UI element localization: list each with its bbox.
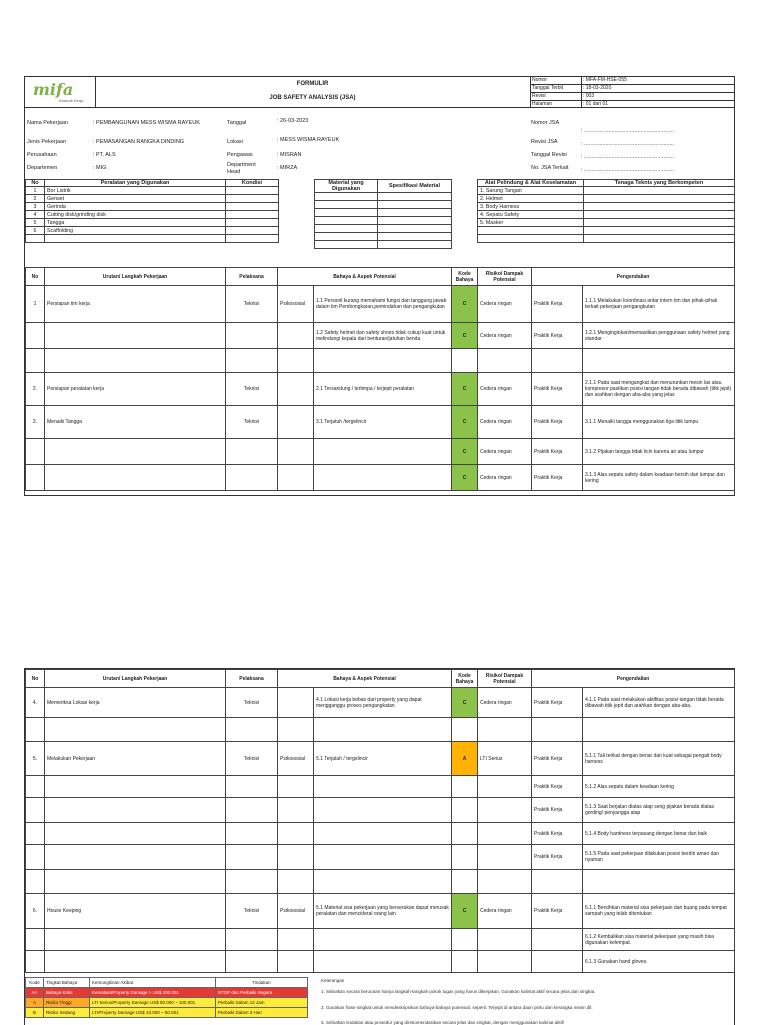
- control-type: Praktik Kerja: [532, 465, 583, 491]
- hazard-code: [452, 718, 478, 742]
- step-name: House Keeping: [45, 894, 226, 929]
- control-type: Praktik Kerja: [532, 742, 583, 776]
- equipment-row: 6 Scaffolding: [26, 227, 279, 235]
- hazard: [314, 798, 452, 823]
- steps-table-page-2: No Urutan/ Langkah Pekerjaan Pelaksana Bahaya & Aspek Potensial Kode Bahaya Risiko/ Dampak Potensial Pengendalian 4. Memeriksa Lokasi kerja Teknisi 4.1 Lokasi kerja bebas dari property yang dapat mengganggu proses pengangkatan C Cedera ringan Praktik Kerja 4.1.1 Pada saat melakukan aktifitas posisi tangan tidak berada dibawah titik jepit dan arahkan dengan aba-aba. 5. Melakukan Pekerjaan Teknisi Psikososial 5.1 Terjatuh / tergelincir A LTI Serius Praktik Kerja 5.1.1 Tali terikat dengan benar dan kuat sebagai pengait body harness Praktik Kerja 5.1.2 Alas sepatu dalam keadaan kering Praktik Kerja 5.1.3 Saat berjalan diatas atap seng pijakan berada diatas gording/ penyangga atap Praktik Kerja 5.1.4 Body hardness terpasang dengan benar dan baik Praktik Kerja 5.1.5 Pada saat pekerjaan dilakukan posisi berdiri aman dan nyaman 6. House Keeping Teknisi Psikososial 5.1 Material sisa pekerjaan yang berserakan dapat merusak peralatan dan mencideral orang lain C Cedera ringan Praktik Kerja 6.1.1 Bersihkan material sisa pekerjaan dan buang pada tempat sampah yang telah ditentukan 6.1.2 Kembalikan sisa material pekerjaan yang masih bisa digunakan kelempat. 6.1.3 Gunakan hand gloves.: [25, 669, 735, 973]
- legend-note-2: 2. Gunakan frase singkat untuk mendeskripsikan bahaya-bahaya potensial, seperti: Terjepit di antara daun pintu dan kerangka mesin dll.: [321, 1005, 593, 1010]
- aspect: [278, 349, 314, 373]
- step-name: [45, 776, 226, 798]
- hazard-code: C: [452, 323, 478, 349]
- steps-table-page-1: No Urutan/ Langkah Pekerjaan Pelaksana Bahaya & Aspek Potensial Kode Bahaya Risiko/ Dampak Potensial Pengendalian 1 Persiapan tim kerja Teknisi Psikososial 1.1 Personil kurang memahami fungsi dan tanggung jawab dalam tim Pembongkaran,pemindahan dan pengangkutan C Cedera ringan Praktik Kerja 1.1.1 Melakukan koordinasi antar intern tim dan pihak-pihak terkait pekerjaan pengangkutan 1.2 Safety helmet dan safety shoes tidak cukup kuat untuk melindungi kepala dari benturan/jatuhan benda C Cedera ringan Praktik Kerja 1.2.1 Menginginkan/memastikan penggunaan safety helmet yang standar 2. Persiapan peralatan kerja Teknisi 2.1 Tersandung / tertimpa / terjepit peralatan C Cedera ringan Praktik Kerja 2.1.1 Pada saat mengangkat dan menurunkan mesin las atau kompresor pastikan posisi tangan tidak berada dibawah (titik jepit) dan arahkan dengan aba-aba yang jelas 3. Menaiki Tangga Teknisi 3.1 Terjatuh /tergelincir C Cedera ringan Praktik Kerja 3.1.1 Menaiki tangga menggunakan tiga titik tumpu C Cedera ringan Praktik Kerja 3.1.2 Pijakan tangga tidak licin karena air atau lumpur C Cedera ringan Praktik Kerja 3.1.3 Alas sepatu safety dalam keadaan bersih dari lumpur dan kering: [25, 267, 735, 491]
- hazard: [314, 845, 452, 870]
- control: 5.1.4 Body hardness terpasang dengan benar dan baik: [583, 823, 735, 845]
- step-number: [26, 776, 45, 798]
- hazard: [314, 951, 452, 973]
- executor: [226, 845, 278, 870]
- aspect: Psikososial: [278, 894, 314, 929]
- hazard: [314, 718, 452, 742]
- step-name: [45, 465, 226, 491]
- hazard-code: C: [452, 373, 478, 406]
- hazard: [314, 823, 452, 845]
- hazard-code-legend: Kode Tingkat Bahaya Kemungkinan Akibat Tindakan AA Bahaya Kritis Kematian/Property Damage > US$ 100.001 STOP dan Perbaiki Segera A Risiko Tinggi LTI Serius/Property Damage US$ 50.000 ~ 100.001 Perbaiki Dalam 12 Jam B Risiko Sedang LTI/Property Damage US$ 10.000 ~ 50.001 Perbaiki Dalam 3 Hari: [25, 977, 308, 1018]
- step-number: [26, 349, 45, 373]
- executor: [226, 465, 278, 491]
- aspect: [278, 823, 314, 845]
- executor: Teknisi: [226, 406, 278, 439]
- material-table: Material yang Digunakan Spesifikasi Material: [314, 179, 452, 249]
- executor: Teknisi: [226, 894, 278, 929]
- control: 2.1.1 Pada saat mengangkat dan menurunkan mesin las atau kompresor pastikan posisi tangan tidak berada dibawah (titik jepit) dan arahkan dengan aba-aba yang jelas: [583, 373, 735, 406]
- step-row: [26, 870, 735, 894]
- step-row: [26, 894, 735, 929]
- step-number: [26, 929, 45, 951]
- form-header: [25, 77, 734, 108]
- control-type: Praktik Kerja: [532, 845, 583, 870]
- control: 6.1.2 Kembalikan sisa material pekerjaan yang masih bisa digunakan kelempat.: [583, 929, 735, 951]
- executor: Teknisi: [226, 742, 278, 776]
- aspect: [278, 776, 314, 798]
- legend-row-aa: AA Bahaya Kritis Kematian/Property Damage > US$ 100.001 STOP dan Perbaiki Segera: [26, 988, 308, 998]
- risk: [478, 798, 532, 823]
- control-type: Praktik Kerja: [532, 688, 583, 718]
- material-row: [315, 241, 452, 249]
- step-name: Memeriksa Lokasi kerja: [45, 688, 226, 718]
- hazard: [314, 465, 452, 491]
- doc-meta: Nomor : MFA-FM-HSE-055 Tanggal Terbit : 18-03-2020 Revisi : 003 Halaman : 01 dari 01: [530, 77, 734, 108]
- aspect: [278, 951, 314, 973]
- aspect: [278, 929, 314, 951]
- risk: Cedera ringan: [478, 439, 532, 465]
- control-type: Praktik Kerja: [532, 823, 583, 845]
- hazard: 3.1 Terjatuh /tergelincir: [314, 406, 452, 439]
- executor: [226, 870, 278, 894]
- step-number: [26, 870, 45, 894]
- step-number: [26, 323, 45, 349]
- step-name: [45, 929, 226, 951]
- aspect: [278, 870, 314, 894]
- step-row: [26, 439, 735, 465]
- risk: [478, 951, 532, 973]
- risk: [478, 349, 532, 373]
- step-row: [26, 951, 735, 973]
- executor: [226, 323, 278, 349]
- step-number: [26, 951, 45, 973]
- step-number: 3.: [26, 406, 45, 439]
- hazard-code: C: [452, 688, 478, 718]
- executor: Teknisi: [226, 286, 278, 323]
- legend-row-a: A Risiko Tinggi LTI Serius/Property Damage US$ 50.000 ~ 100.001 Perbaiki Dalam 12 Jam: [26, 998, 308, 1008]
- control-type: [532, 929, 583, 951]
- aspect: [278, 323, 314, 349]
- risk: Cedera ringan: [478, 406, 532, 439]
- control: 3.1.2 Pijakan tangga tidak licin karena air atau lumpur: [583, 439, 735, 465]
- executor: [226, 951, 278, 973]
- step-name: Persiapan tim kerja: [45, 286, 226, 323]
- equipment-row: 2 Genset: [26, 195, 279, 203]
- ppe-row: 3. Body Harness: [478, 203, 735, 211]
- control: 5.1.3 Saat berjalan diatas atap seng pijakan berada diatas gording/ penyangga atap: [583, 798, 735, 823]
- step-name: [45, 845, 226, 870]
- hazard-code: [452, 798, 478, 823]
- step-row: [26, 776, 735, 798]
- control: 6.1.1 Bersihkan material sisa pekerjaan dan buang pada tempat sampah yang telah ditentukan: [583, 894, 735, 929]
- jsa-page-1: mifa Kemudi Kerja FORMULIR JOB SAFETY ANALYSIS (JSA) Nomor : MFA-FM-HSE-055 Tanggal Terbit : 18-03-2020 Revisi : 003 Halaman : 01 dari 01 Nama Pekerjaan : PEMBANGUNAN MESS WISMA RAYEUK Jenis Pekerjaan : PEMASANGAN RANGKA DINDING Perusahaan : PT. ALS Departemen : MIG Tanggal : 26-03-2023 Lokasi : MESS WISMA RAYEUK Pengawas : MISRAN Department Head : MIRZA Nomor JSA : ........................................................... Revisi JSA : ........................................................... Tanggal Revisi : ........................................................... No. JSA Terkait : ........................................................... No Peralatan yang Digunakan Kondisi 1 Bor Listrik 2 Genset 3 Gerinda 4 Cutting disk/grinding disk 5 Tangga 6 Scaffolding Material yang Digunakan Spesifikasi Material Alat Pelindung & Alat Keselamatan Tenaga Teknis yang Berkompeten 1. Sarung Tangan 2. Helmet 3. Body Harness 4. Sepatu Safety 5. Masker No Urutan/ Langkah Pekerjaan Pelaksana Bahaya & Aspek Potensial Kode Bahaya Risiko/ Dampak Potensial Pengendalian 1 Persiapan tim kerja Teknisi Psikososial 1.1 Personil kurang memahami fungsi dan tanggung jawab dalam tim Pembongkaran,pemindahan dan pengangkutan C Cedera ringan Praktik Kerja 1.1.1 Melakukan koordinasi antar intern tim dan pihak-pihak terkait pekerjaan pengangkutan 1.2 Safety helmet dan safety shoes tidak cukup kuat untuk melindungi kepala dari benturan/jatuhan benda C Cedera ringan Praktik Kerja 1.2.1 Menginginkan/memastikan penggunaan safety helmet yang standar 2. Persiapan peralatan kerja Teknisi 2.1 Tersandung / tertimpa / terjepit peralatan C Cedera ringan Praktik Kerja 2.1.1 Pada saat mengangkat dan menurunkan mesin las atau kompresor pastikan posisi tangan tidak berada dibawah (titik jepit) dan arahkan dengan aba-aba yang jelas 3. Menaiki Tangga Teknisi 3.1 Terjatuh /tergelincir C Cedera ringan Praktik Kerja 3.1.1 Menaiki tangga menggunakan tiga titik tumpu C Cedera ringan Praktik Kerja 3.1.2 Pijakan tangga tidak licin karena air atau lumpur C Cedera ringan Praktik Kerja 3.1.3 Alas sepatu safety dalam keadaan bersih dari lumpur dan kering: [24, 76, 735, 496]
- step-name: [45, 718, 226, 742]
- step-row: [26, 323, 735, 349]
- control-type: [532, 951, 583, 973]
- aspect: [278, 373, 314, 406]
- control-type: Praktik Kerja: [532, 894, 583, 929]
- aspect: Psikososial: [278, 742, 314, 776]
- hazard-code: [452, 870, 478, 894]
- step-name: [45, 323, 226, 349]
- control: 4.1.1 Pada saat melakukan aktifitas posisi tangan tidak berada dibawah titik jepit dan arahkan dengan aba-aba.: [583, 688, 735, 718]
- aspect: [278, 439, 314, 465]
- hazard: [314, 349, 452, 373]
- hazard-code: C: [452, 286, 478, 323]
- step-name: [45, 870, 226, 894]
- control-type: Praktik Kerja: [532, 286, 583, 323]
- control-type: Praktik Kerja: [532, 373, 583, 406]
- ppe-row: 4. Sepatu Safety: [478, 211, 735, 219]
- aspect: [278, 798, 314, 823]
- material-row: [315, 209, 452, 217]
- risk: [478, 870, 532, 894]
- executor: Teknisi: [226, 373, 278, 406]
- executor: Teknisi: [226, 688, 278, 718]
- hazard: [314, 439, 452, 465]
- risk: [478, 718, 532, 742]
- hazard-code: [452, 929, 478, 951]
- aspect: Psikososial: [278, 286, 314, 323]
- hazard: [314, 929, 452, 951]
- hazard: [314, 776, 452, 798]
- risk: [478, 776, 532, 798]
- step-name: Persiapan peralatan kerja: [45, 373, 226, 406]
- material-row: [315, 233, 452, 241]
- control-type: Praktik Kerja: [532, 798, 583, 823]
- form-title: FORMULIR: [296, 81, 329, 87]
- control: 3.1.3 Alas sepatu safety dalam keadaan bersih dari lumpur dan kering: [583, 465, 735, 491]
- hazard: 4.1 Lokasi kerja bebas dari property yang dapat mengganggu proses pengangkatan: [314, 688, 452, 718]
- step-row: [26, 718, 735, 742]
- hazard: 1.1 Personil kurang memahami fungsi dan tanggung jawab dalam tim Pembongkaran,pemindahan dan pengangkutan: [314, 286, 452, 323]
- aspect: [278, 718, 314, 742]
- ppe-row: 2. Helmet: [478, 195, 735, 203]
- executor: [226, 823, 278, 845]
- risk: Cedera ringan: [478, 286, 532, 323]
- control: 5.1.1 Tali terikat dengan benar dan kuat sebagai pengait body harness: [583, 742, 735, 776]
- hazard: 5.1 Terjatuh / tergelincir: [314, 742, 452, 776]
- executor: [226, 718, 278, 742]
- form-subtitle: JOB SAFETY ANALYSIS (JSA): [269, 95, 356, 101]
- executor: [226, 776, 278, 798]
- risk: [478, 845, 532, 870]
- material-row: [315, 225, 452, 233]
- hazard-code: [452, 951, 478, 973]
- ppe-row: [478, 227, 735, 235]
- step-number: 6.: [26, 894, 45, 929]
- hazard: 2.1 Tersandung / tertimpa / terjepit peralatan: [314, 373, 452, 406]
- control: 5.1.5 Pada saat pekerjaan dilakukan posisi berdiri aman dan nyaman: [583, 845, 735, 870]
- hazard-code: C: [452, 465, 478, 491]
- legend-row-b: B Risiko Sedang LTI/Property Damage US$ 10.000 ~ 50.001 Perbaiki Dalam 3 Hari: [26, 1008, 308, 1018]
- risk: Cedera ringan: [478, 373, 532, 406]
- material-row: [315, 217, 452, 225]
- risk: Cedera ringan: [478, 688, 532, 718]
- control: [583, 870, 735, 894]
- control: [583, 349, 735, 373]
- step-row: [26, 798, 735, 823]
- aspect: [278, 845, 314, 870]
- control: 6.1.3 Gunakan hand gloves.: [583, 951, 735, 973]
- step-row: [26, 823, 735, 845]
- hazard: [314, 870, 452, 894]
- risk: LTI Serius: [478, 742, 532, 776]
- ppe-row: 1. Sarung Tangan: [478, 187, 735, 195]
- control-type: Praktik Kerja: [532, 776, 583, 798]
- control-type: [532, 349, 583, 373]
- step-row: [26, 742, 735, 776]
- hazard-code: [452, 349, 478, 373]
- equipment-row: 4 Cutting disk/grinding disk: [26, 211, 279, 219]
- control: 3.1.1 Menaiki tangga menggunakan tiga titik tumpu: [583, 406, 735, 439]
- hazard: 1.2 Safety helmet dan safety shoes tidak cukup kuat untuk melindungi kepala dari benturan/jatuhan benda: [314, 323, 452, 349]
- step-name: [45, 823, 226, 845]
- step-number: [26, 718, 45, 742]
- material-row: [315, 201, 452, 209]
- executor: [226, 929, 278, 951]
- equipment-table: No Peralatan yang Digunakan Kondisi 1 Bor Listrik 2 Genset 3 Gerinda 4 Cutting disk/grinding disk 5 Tangga 6 Scaffolding: [25, 179, 279, 243]
- step-row: [26, 286, 735, 323]
- step-row: [26, 406, 735, 439]
- legend-note-3: 3. Sebutkan tindakan atau prosedur yang direkomendasikan secara jelas dan singkat, dengan menggunakan kalimat aktif!: [321, 1020, 565, 1025]
- hazard-code: [452, 845, 478, 870]
- step-row: [26, 688, 735, 718]
- legend-note-1: 1. Sebutkan secara berurutan hanya langkah-langkah pokok tugas yang harus dikerjakan. Gunakan kalimat aktif secara jelas dan singkat.: [321, 989, 596, 994]
- step-row: [26, 373, 735, 406]
- risk: Cedera ringan: [478, 323, 532, 349]
- step-number: [26, 823, 45, 845]
- control: 5.1.2 Alas sepatu dalam keadaan kering: [583, 776, 735, 798]
- step-row: [26, 349, 735, 373]
- control: 1.1.1 Melakukan koordinasi antar intern tim dan pihak-pihak terkait pekerjaan pengangkutan: [583, 286, 735, 323]
- aspect: [278, 465, 314, 491]
- aspect: [278, 406, 314, 439]
- risk: [478, 823, 532, 845]
- hazard: 5.1 Material sisa pekerjaan yang berserakan dapat merusak peralatan dan mencideral orang lain: [314, 894, 452, 929]
- ppe-row: 5. Masker: [478, 219, 735, 227]
- risk: Cedera ringan: [478, 465, 532, 491]
- equipment-row: 5 Tangga: [26, 219, 279, 227]
- control-type: [532, 718, 583, 742]
- executor: [226, 798, 278, 823]
- risk: [478, 929, 532, 951]
- step-name: [45, 439, 226, 465]
- hazard-code: [452, 776, 478, 798]
- step-row: [26, 929, 735, 951]
- step-number: 5.: [26, 742, 45, 776]
- step-name: [45, 951, 226, 973]
- aspect: [278, 688, 314, 718]
- hazard-code: C: [452, 894, 478, 929]
- step-number: 2.: [26, 373, 45, 406]
- jsa-page-2: [24, 668, 735, 1025]
- equipment-row: 1 Bor Listrik: [26, 187, 279, 195]
- material-row: [315, 193, 452, 201]
- ppe-row: [478, 235, 735, 243]
- step-name: Melakukan Pekerjaan: [45, 742, 226, 776]
- equipment-row: [26, 235, 279, 243]
- control-type: Praktik Kerja: [532, 439, 583, 465]
- hazard-code: C: [452, 439, 478, 465]
- step-number: [26, 465, 45, 491]
- step-number: 4.: [26, 688, 45, 718]
- executor: [226, 349, 278, 373]
- step-number: [26, 798, 45, 823]
- company-logo: mifa Kemudi Kerja: [33, 80, 84, 103]
- hazard-code: C: [452, 406, 478, 439]
- hazard-code: [452, 823, 478, 845]
- step-name: [45, 798, 226, 823]
- hazard-code: A: [452, 742, 478, 776]
- step-number: 1: [26, 286, 45, 323]
- control-type: Praktik Kerja: [532, 406, 583, 439]
- control-type: [532, 870, 583, 894]
- legend-notes-title: Keterangan: [321, 978, 345, 983]
- control: [583, 718, 735, 742]
- step-number: [26, 439, 45, 465]
- step-name: Menaiki Tangga: [45, 406, 226, 439]
- step-number: [26, 845, 45, 870]
- step-row: [26, 465, 735, 491]
- control-type: Praktik Kerja: [532, 323, 583, 349]
- risk: Cedera ringan: [478, 894, 532, 929]
- equipment-row: 3 Gerinda: [26, 203, 279, 211]
- step-name: [45, 349, 226, 373]
- step-row: [26, 845, 735, 870]
- ppe-table: Alat Pelindung & Alat Keselamatan Tenaga Teknis yang Berkompeten 1. Sarung Tangan 2. Helmet 3. Body Harness 4. Sepatu Safety 5. Masker: [477, 179, 735, 243]
- executor: [226, 439, 278, 465]
- control: 1.2.1 Menginginkan/memastikan penggunaan safety helmet yang standar: [583, 323, 735, 349]
